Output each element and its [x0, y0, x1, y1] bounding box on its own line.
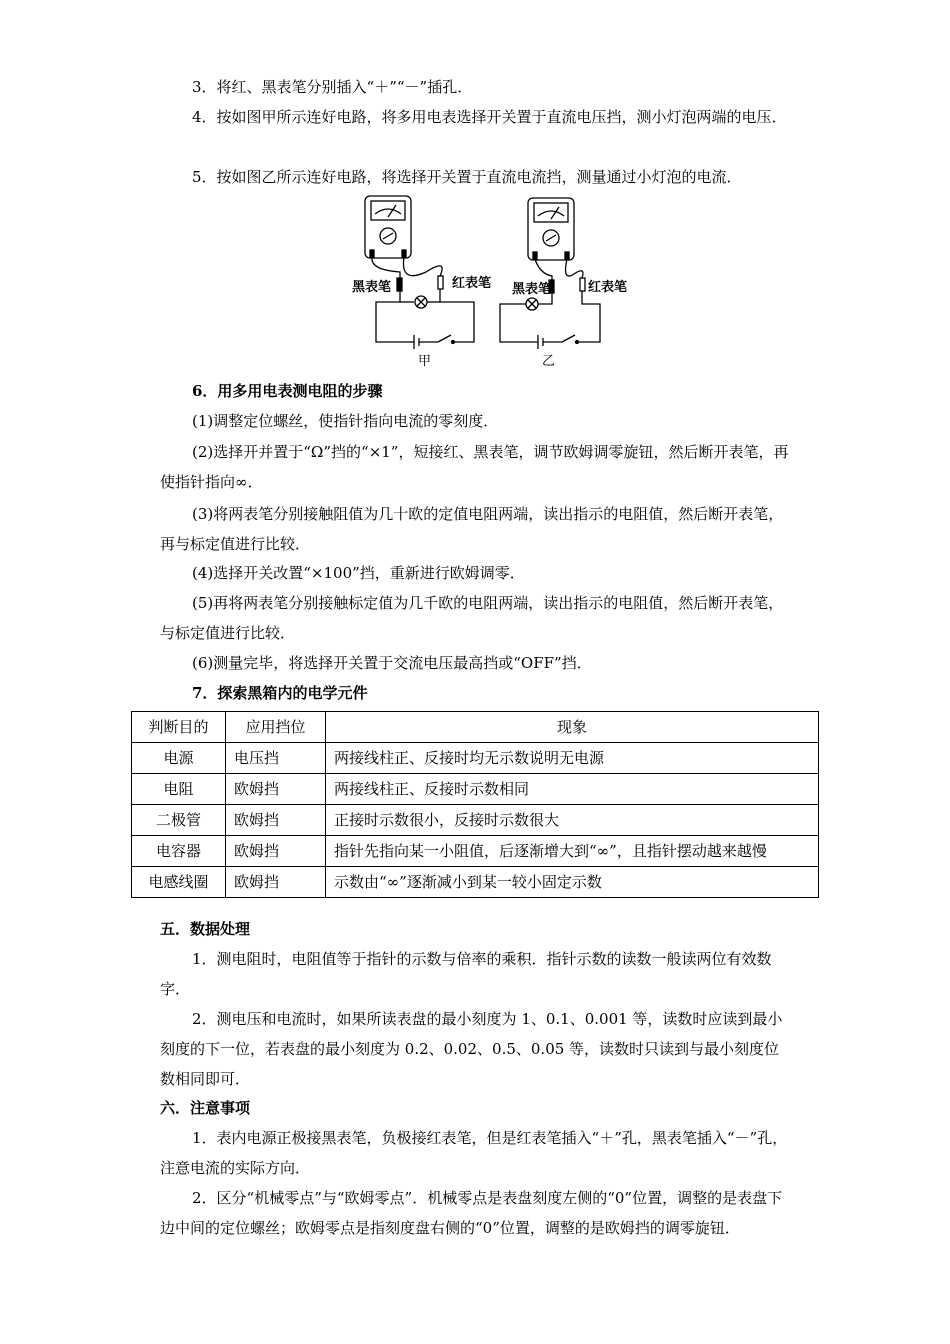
section-6-item-6: (6)测量完毕，将选择开关置于交流电压最高挡或“OFF”挡．: [192, 654, 592, 672]
table-cell: 两接线柱正、反接时均无示数说明无电源: [326, 743, 819, 774]
table-cell: 电阻: [132, 774, 226, 805]
table-cell: 二极管: [132, 805, 226, 836]
section-5-heading: 五．数据处理: [160, 920, 251, 938]
table-row: [132, 743, 819, 774]
table-header-row: [132, 712, 819, 743]
right-red-probe-label: 红表笔: [588, 280, 628, 295]
step-4: 4．按如图甲所示连好电路，将多用电表选择开关置于直流电压挡，测小灯泡两端的电压．: [192, 108, 787, 126]
table-cell: 电压挡: [226, 743, 326, 774]
table-header: 判断目的: [132, 712, 226, 743]
figure-right-yi: [500, 198, 600, 349]
section-6b-item-1: 1．表内电源正极接黑表笔，负极接红表笔，但是红表笔插入“＋”孔，黑表笔插入“－”孔，注意电流的实际方向．: [160, 1129, 788, 1177]
table-row: [132, 805, 819, 836]
table-cell: 电容器: [132, 836, 226, 867]
table-row: [132, 867, 819, 898]
table-cell: 示数由“∞”逐渐减小到某一较小固定示数: [326, 867, 819, 898]
table-cell: 欧姆挡: [226, 774, 326, 805]
table-cell: 电源: [132, 743, 226, 774]
section-6b-heading: 六．注意事项: [160, 1099, 251, 1117]
step-3: 3．将红、黑表笔分别插入“＋”“－”插孔．: [192, 78, 473, 96]
table-header: 现象: [326, 712, 819, 743]
table-header: 应用挡位: [226, 712, 326, 743]
left-black-probe-label: 黑表笔: [352, 280, 392, 295]
table-cell: 正接时示数很小，反接时示数很大: [326, 805, 819, 836]
right-black-probe-label: 黑表笔: [512, 282, 552, 297]
table-cell: 欧姆挡: [226, 805, 326, 836]
section-6-item-5: (5)再将两表笔分别接触标定值为几千欧的电阻两端，读出指示的电阻值，然后断开表笔，与标定值进行比较．: [160, 594, 784, 642]
section-6-item-1: (1)调整定位螺丝，使指针指向电流的零刻度．: [192, 412, 499, 430]
table-cell: 欧姆挡: [226, 867, 326, 898]
section-6b-item-2: 2．区分“机械零点”与“欧姆零点”．机械零点是表盘刻度左侧的“0”位置，调整的是表盘下边中间的定位螺丝；欧姆零点是指刻度盘右侧的“0”位置，调整的是欧姆挡的调零旋钮．: [160, 1189, 783, 1237]
section-6-title: 6．用多用电表测电阻的步骤: [192, 382, 383, 400]
section-6-item-2: (2)选择开并置于“Ω”挡的“×1”，短接红、黑表笔，调节欧姆调零旋钮，然后断开表笔，再使指针指向∞．: [160, 443, 789, 491]
section-7-title: 7．探索黑箱内的电学元件: [192, 684, 368, 702]
table-row: [132, 774, 819, 805]
left-red-probe-label: 红表笔: [452, 276, 492, 291]
step-5: 5．按如图乙所示连好电路，将选择开关置于直流电流挡，测量通过小灯泡的电流．: [192, 168, 742, 186]
section-6-item-4: (4)选择开关改置“×100”挡，重新进行欧姆调零．: [192, 564, 525, 582]
section-6-item-3: (3)将两表笔分别接触阻值为几十欧的定值电阻两端，读出指示的电阻值，然后断开表笔，再与标定值进行比较．: [160, 505, 784, 553]
black-box-table: [131, 711, 819, 898]
table-row: [132, 836, 819, 867]
section-5-item-2: 2．测电压和电流时，如果所读表盘的最小刻度为 1、0.1、0.001 等，读数时应读到最小刻度的下一位，若表盘的最小刻度为 0.2、0.02、0.5、0.05 等，读数时只读到与最小刻度位数相同即可．: [160, 1010, 783, 1088]
section-5-item-1: 1．测电阻时，电阻值等于指针的示数与倍率的乘积．指针示数的读数一般读两位有效数字．: [160, 950, 772, 998]
table-cell: 欧姆挡: [226, 836, 326, 867]
table-cell: 电感线圈: [132, 867, 226, 898]
right-caption: 乙: [542, 354, 556, 369]
table-cell: 两接线柱正、反接时示数相同: [326, 774, 819, 805]
table-cell: 指针先指向某一小阻值，后逐渐增大到“∞”，且指针摆动越来越慢: [326, 836, 819, 867]
left-caption: 甲: [418, 354, 432, 369]
